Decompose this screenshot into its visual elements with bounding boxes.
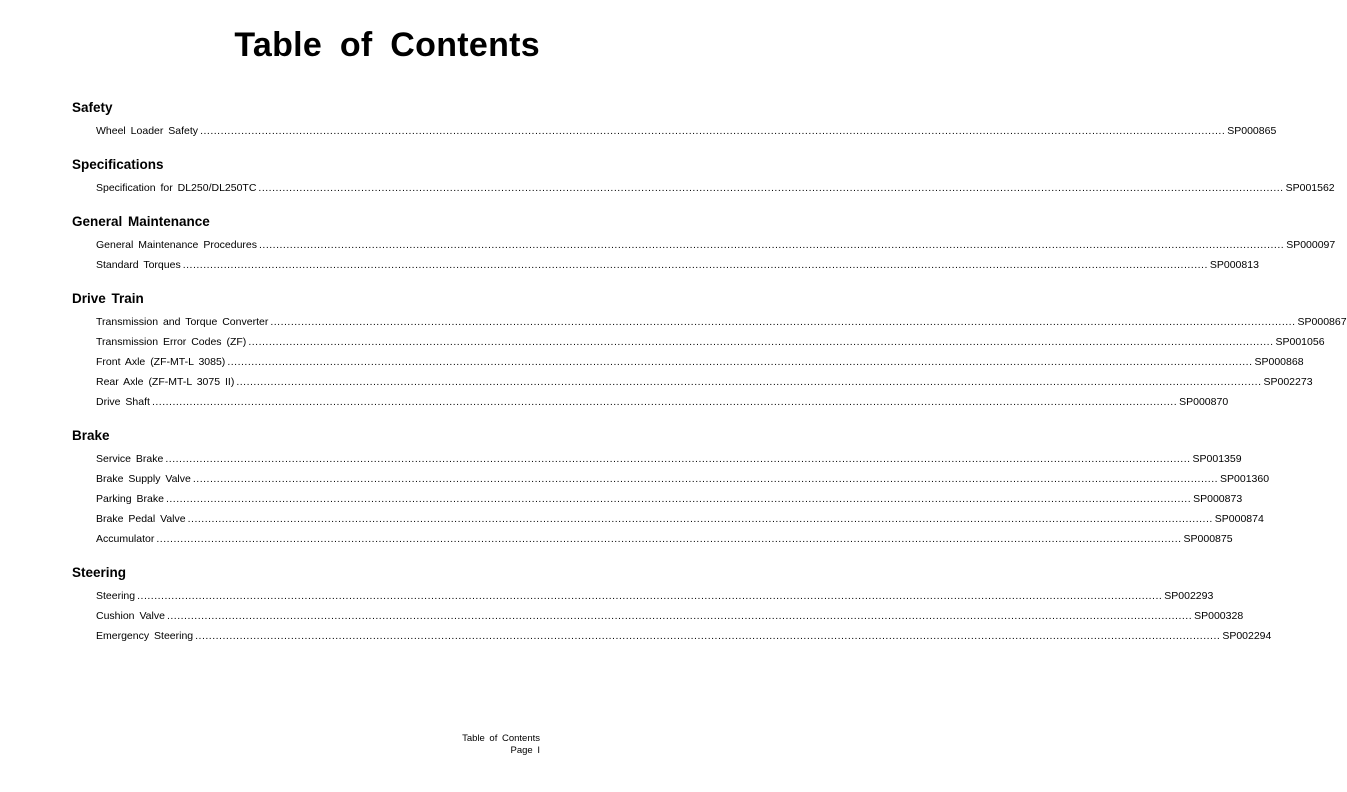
entry-code: SP000873 bbox=[1193, 493, 1243, 505]
section-heading: Steering bbox=[72, 565, 127, 580]
toc-section-steering bbox=[72, 563, 1272, 646]
page-title: Table of Contents bbox=[234, 26, 540, 64]
dot-leader: ............................................................................................................................................................................................................................................................................................................ bbox=[165, 453, 1191, 465]
toc-list bbox=[72, 98, 1347, 660]
dot-leader: ............................................................................................................................................................................................................................................................................................................ bbox=[258, 182, 1284, 194]
entry-label: Emergency Steering bbox=[96, 630, 194, 642]
entry-label: Service Brake bbox=[96, 453, 164, 465]
section-heading: Brake bbox=[72, 428, 110, 443]
page-footer bbox=[462, 733, 540, 757]
entry-code: SP000328 bbox=[1194, 610, 1244, 622]
entry-label: Standard Torques bbox=[96, 259, 181, 271]
entry-label: General Maintenance Procedures bbox=[96, 239, 258, 251]
entry-code: SP001359 bbox=[1192, 453, 1242, 465]
entry-label: Brake Supply Valve bbox=[96, 473, 191, 485]
dot-leader: ............................................................................................................................................................................................................................................................................................................ bbox=[227, 356, 1253, 368]
section-heading: Safety bbox=[72, 100, 113, 115]
entry-code: SP000813 bbox=[1209, 259, 1259, 271]
entry-code: SP000865 bbox=[1227, 125, 1277, 137]
toc-section-drive-train bbox=[72, 289, 1347, 412]
dot-leader: ............................................................................................................................................................................................................................................................................................................ bbox=[182, 259, 1208, 271]
toc-section-general-maintenance bbox=[72, 212, 1336, 275]
section-heading: General Maintenance bbox=[72, 214, 210, 229]
toc-entry[interactable] bbox=[96, 235, 1336, 255]
entry-code: SP000870 bbox=[1179, 396, 1229, 408]
toc-entry[interactable] bbox=[96, 509, 1264, 529]
toc-entry[interactable] bbox=[96, 312, 1347, 332]
dot-leader: ............................................................................................................................................................................................................................................................................................................ bbox=[259, 239, 1285, 251]
entry-code: SP002294 bbox=[1222, 630, 1272, 642]
dot-leader: ............................................................................................................................................................................................................................................................................................................ bbox=[200, 125, 1226, 137]
toc-section-specifications bbox=[72, 155, 1335, 198]
toc-entry[interactable] bbox=[96, 489, 1243, 509]
dot-leader: ............................................................................................................................................................................................................................................................................................................ bbox=[236, 376, 1262, 388]
toc-entry[interactable] bbox=[96, 606, 1244, 626]
dot-leader: ............................................................................................................................................................................................................................................................................................................ bbox=[166, 610, 1193, 622]
toc-entry[interactable] bbox=[96, 469, 1270, 489]
toc-entry[interactable] bbox=[96, 255, 1259, 275]
entry-label: Wheel Loader Safety bbox=[96, 125, 199, 137]
toc-entry[interactable] bbox=[96, 121, 1277, 141]
dot-leader: ............................................................................................................................................................................................................................................................................................................ bbox=[192, 473, 1219, 485]
entry-label: Cushion Valve bbox=[96, 610, 165, 622]
entry-label: Transmission Error Codes (ZF) bbox=[96, 336, 247, 348]
dot-leader: ............................................................................................................................................................................................................................................................................................................ bbox=[151, 396, 1178, 408]
entry-label: Specification for DL250/DL250TC bbox=[96, 182, 257, 194]
entry-label: Rear Axle (ZF-MT-L 3075 II) bbox=[96, 376, 235, 388]
entry-code: SP000868 bbox=[1254, 356, 1304, 368]
toc-entry[interactable] bbox=[96, 626, 1272, 646]
toc-section-brake bbox=[72, 426, 1270, 549]
entry-code: SP001360 bbox=[1220, 473, 1270, 485]
entry-label: Parking Brake bbox=[96, 493, 164, 505]
entry-code: SP002293 bbox=[1164, 590, 1214, 602]
entry-code: SP002273 bbox=[1263, 376, 1313, 388]
toc-entry[interactable] bbox=[96, 332, 1325, 352]
dot-leader: ............................................................................................................................................................................................................................................................................................................ bbox=[156, 533, 1182, 545]
toc-section-safety bbox=[72, 98, 1277, 141]
toc-entry[interactable] bbox=[96, 352, 1304, 372]
dot-leader: ............................................................................................................................................................................................................................................................................................................ bbox=[187, 513, 1213, 525]
toc-entry[interactable] bbox=[96, 372, 1313, 392]
dot-leader: ............................................................................................................................................................................................................................................................................................................ bbox=[270, 316, 1296, 328]
entry-label: Brake Pedal Valve bbox=[96, 513, 186, 525]
section-heading: Drive Train bbox=[72, 291, 144, 306]
toc-entry[interactable] bbox=[96, 449, 1242, 469]
dot-leader: ............................................................................................................................................................................................................................................................................................................ bbox=[137, 590, 1163, 602]
entry-code: SP001056 bbox=[1275, 336, 1325, 348]
entry-label: Accumulator bbox=[96, 533, 155, 545]
toc-entry[interactable] bbox=[96, 529, 1233, 549]
entry-code: SP001562 bbox=[1285, 182, 1335, 194]
dot-leader: ............................................................................................................................................................................................................................................................................................................ bbox=[165, 493, 1192, 505]
footer-doc-title: Table of Contents bbox=[462, 733, 540, 744]
toc-entry[interactable] bbox=[96, 586, 1214, 606]
entry-code: SP000875 bbox=[1183, 533, 1233, 545]
entry-label: Transmission and Torque Converter bbox=[96, 316, 269, 328]
entry-label: Steering bbox=[96, 590, 136, 602]
entry-code: SP000867 bbox=[1297, 316, 1347, 328]
entry-code: SP000874 bbox=[1214, 513, 1264, 525]
toc-entry[interactable] bbox=[96, 392, 1229, 412]
toc-entry[interactable] bbox=[96, 178, 1335, 198]
entry-label: Drive Shaft bbox=[96, 396, 150, 408]
section-heading: Specifications bbox=[72, 157, 164, 172]
entry-label: Front Axle (ZF-MT-L 3085) bbox=[96, 356, 226, 368]
dot-leader: ............................................................................................................................................................................................................................................................................................................ bbox=[195, 630, 1221, 642]
footer-page-number: Page I bbox=[510, 745, 540, 756]
dot-leader: ............................................................................................................................................................................................................................................................................................................ bbox=[248, 336, 1274, 348]
entry-code: SP000097 bbox=[1286, 239, 1336, 251]
